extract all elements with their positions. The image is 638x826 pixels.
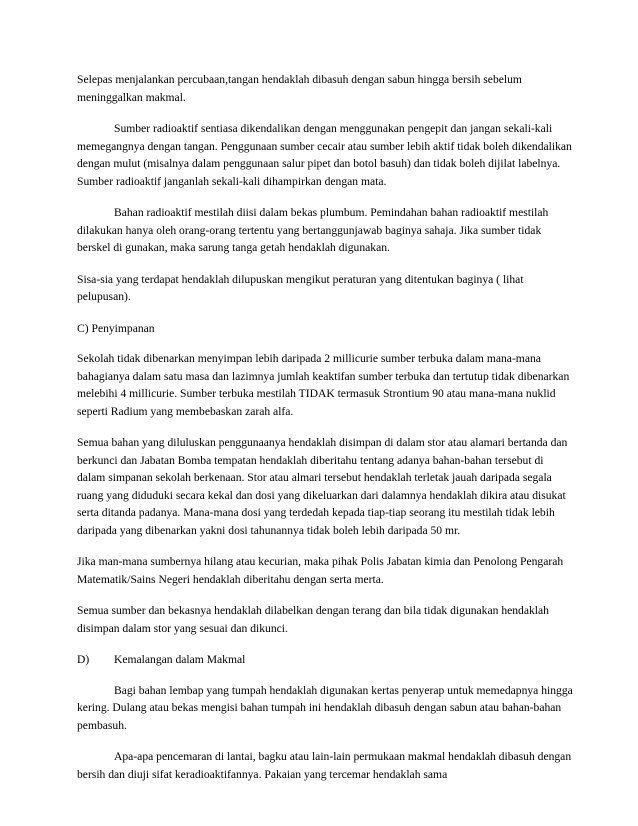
paragraph-storage-location: Semua bahan yang diluluskan penggunaanya hendaklah disimpan di dalam stor atau alamari bertanda dan berkunci dan Jabatan Bomba tempatan hendaklah diberitahu tentang adanya bahan-bahan tersebut di dalam simpanan sekolah berkenaan. Stor atau almari tersebut hendaklah terletak jauah daripada segala ruang yang diduduki secara kekal dan dosi yang dikeluarkan dari dalamnya hendaklah dikira atau disukat serta ditanda padanya. Mana-mana dosi yang terdedah kepada tiap-tiap seorang itu mestilah tidak lebih daripada yang dibenarkan yakni dosi tahunannya tidak boleh lebih daripada 50 mr. <box>77 436 568 537</box>
paragraph-labelling: Semua sumber dan bekasnya hendaklah dilabelkan dengan terang dan bila tidak digunakan hendaklah disimpan dalam stor yang sesuai dan dikunci. <box>77 604 549 635</box>
section-title: Kemalangan dalam Makmal <box>114 653 246 666</box>
paragraph-contamination: Apa-apa pencemaran di lantai, bagku atau lain-lain permukaan makmal hendaklah dibasuh dengan bersih dan diuji sifat keradioaktifannya. Pakaian yang tercemar hendaklah sama <box>77 750 572 781</box>
paragraph-waste-disposal: Sisa-sia yang terdapat hendaklah dilupuskan mengikut peraturan yang ditentukan baginya ( lihat pelupusan). <box>77 272 524 303</box>
paragraph-wash-hands: Selepas menjalankan percubaan,tangan hendaklah dibasuh dengan sabun hingga bersih sebelum meninggalkan makmal. <box>77 73 522 104</box>
paragraph-spills: Bagi bahan lembap yang tumpah hendaklah digunakan kertas penyerap untuk memedapnya hingga kering. Dulang atau bekas mengisi bahan tumpah ini hendaklah dibasuh dengan sabun atau bahan-bahan pembasuh. <box>77 683 573 732</box>
document-body <box>77 71 574 797</box>
section-heading-accidents <box>77 651 574 669</box>
section-heading-storage: C) Penyimpanan <box>77 321 155 335</box>
paragraph-lost-sources: Jika man-mana sumbernya hilang atau kecurian, maka pihak Polis Jabatan kimia dan Penolong Pengarah Matematik/Sains Negeri hendaklah diberitahu dengan serta merta. <box>77 555 564 586</box>
paragraph-handling-sources: Sumber radioaktif sentiasa dikendalikan dengan menggunakan pengepit dan jangan sekali-kali memegangnya dengan tangan. Penggunaan sumber cecair atau sumber lebih aktif tidak boleh dikendalikan dengan mulut (misalnya dalam penggunaan salur pipet dan botol basuh) dan tidak boleh dijilat labelnya. Sumber radioaktif janganlah sekali-kali dihampirkan dengan mata. <box>77 122 572 188</box>
section-number: D) <box>77 653 90 666</box>
paragraph-storage-limits: Sekolah tidak dibenarkan menyimpan lebih daripada 2 millicurie sumber terbuka dalam mana-mana bahagianya dalam satu masa dan lazimnya jumlah keaktifan sumber terbuka dan tertutup tidak dibenarkan melebihi 4 millicurie. Sumber terbuka mestilah TIDAK termasuk Strontium 90 atau mana-mana nuklid seperti Radium yang membebaskan zarah alfa. <box>77 352 570 418</box>
paragraph-lead-containers: Bahan radioaktif mestilah diisi dalam bekas plumbum. Pemindahan bahan radioaktif mestilah dilakukan hanya oleh orang-orang tertentu yang bertanggunjawab baginya sahaja. Jika sumber tidak berskel di gunakan, maka sarung tanga getah hendaklah digunakan. <box>77 206 549 254</box>
